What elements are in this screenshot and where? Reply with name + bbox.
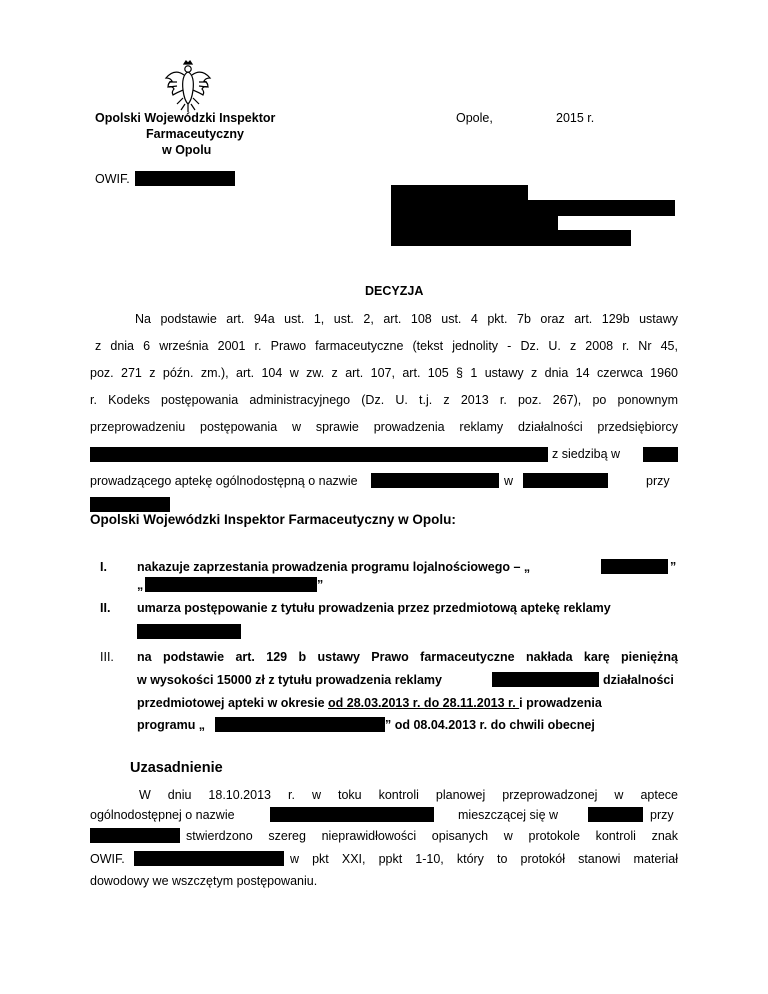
item-3-line2-b: działalności — [603, 673, 674, 687]
redaction-item-3-a — [492, 672, 599, 687]
date-year: 2015 r. — [556, 111, 595, 125]
reference-prefix: OWIF. — [95, 172, 130, 186]
item-3-line3-b: i prowadzenia — [519, 696, 602, 710]
item-2-line1: umarza postępowanie z tytułu prowadzenia przez przedmiotową aptekę reklamy — [137, 601, 611, 615]
redaction-addressee-3 — [391, 215, 558, 231]
redaction-item-3-b — [215, 717, 385, 732]
redaction-addressee-1 — [391, 185, 528, 201]
place-label: Opole, — [456, 111, 493, 125]
item-1-line1-a: nakazuje zaprzestania prowadzenia programu lojalnościowego – „ — [137, 560, 531, 574]
justification-line-2-b: mieszczącej się w — [458, 808, 559, 822]
item-3-line4-a: programu „ — [137, 718, 206, 732]
redaction-seat — [643, 447, 678, 462]
intro-line-5: przeprowadzeniu postępowania w sprawie prowadzenia reklamy działalności przedsiębiorcy — [90, 420, 678, 434]
document-title: DECYZJA — [365, 284, 424, 298]
item-3-line3-a: przedmiotowej apteki w okresie — [137, 696, 329, 710]
redaction-protocol-ref — [134, 851, 284, 866]
justification-line-5: dowodowy we wszczętym postępowaniu. — [90, 874, 318, 888]
item-3-line2-a: w wysokości 15000 zł z tytułu prowadzenia reklamy — [137, 673, 442, 687]
redaction-street — [90, 497, 170, 512]
intro-line-7-a: prowadzącego aptekę ogólnodostępną o nazwie — [90, 474, 358, 488]
justification-line-4-b: w pkt XXI, ppkt 1-10, który to protokół stanowi materiał — [290, 852, 678, 866]
item-3-line4-b: ” od 08.04.2013 r. do chwili obecnej — [385, 718, 595, 732]
intro-line-4: r. Kodeks postępowania administracyjnego (Dz. U. t.j. z 2013 r. poz. 267), po ponownym — [90, 393, 678, 407]
redaction-city-2 — [588, 807, 643, 822]
item-3-line3 — [137, 696, 602, 710]
redaction-pharmacy-name — [371, 473, 499, 488]
justification-line-1: W dniu 18.10.2013 r. w toku kontroli planowej przeprowadzonej w aptece — [139, 788, 678, 802]
org-name-line3: w Opolu — [162, 143, 212, 157]
redaction-entrepreneur — [90, 447, 548, 462]
redaction-addressee-4 — [391, 230, 631, 246]
intro-line-2: z dnia 6 września 2001 r. Prawo farmaceutyczne (tekst jednolity - Dz. U. z 2008 r. Nr 45, — [95, 339, 678, 353]
intro-line-7-c: przy — [646, 474, 670, 488]
justification-line-2-a: ogólnodostępnej o nazwie — [90, 808, 235, 822]
redaction-pharmacy-name-2 — [270, 807, 434, 822]
intro-line-6-tail: z siedzibą w — [552, 447, 621, 461]
redaction-program-name-2 — [145, 577, 317, 592]
authority-heading: Opolski Wojewódzki Inspektor Farmaceutyczny w Opolu: — [90, 512, 456, 527]
intro-line-7-b: w — [504, 474, 514, 488]
justification-line-3: stwierdzono szereg nieprawidłowości opisanych w protokole kontroli znak — [186, 829, 678, 843]
redaction-city — [523, 473, 608, 488]
item-1-line2-a: „ — [137, 578, 144, 592]
redaction-item-2 — [137, 624, 241, 639]
justification-line-4-a: OWIF. — [90, 852, 125, 866]
item-3-line3-period: od 28.03.2013 r. do 28.11.2013 r. — [328, 696, 520, 710]
org-name-line2: Farmaceutyczny — [146, 127, 244, 141]
justification-line-2-c: przy — [650, 808, 674, 822]
redaction-program-name — [601, 559, 668, 574]
item-1-line1-b: ” — [670, 560, 677, 574]
item-3-number: III. — [100, 650, 114, 664]
redaction-street-2 — [90, 828, 180, 843]
item-1-line2-b: ” — [317, 578, 324, 592]
eagle-emblem-icon — [163, 60, 213, 114]
item-1-number: I. — [100, 560, 107, 574]
org-name-line1: Opolski Wojewódzki Inspektor — [95, 111, 276, 125]
item-3-line1: na podstawie art. 129 b ustawy Prawo farmaceutyczne nakłada karę pieniężną — [137, 650, 678, 664]
item-2-number: II. — [100, 601, 111, 615]
intro-line-1: Na podstawie art. 94a ust. 1, ust. 2, art. 108 ust. 4 pkt. 7b oraz art. 129b ustawy — [135, 312, 678, 326]
intro-line-3: poz. 271 z późn. zm.), art. 104 w zw. z art. 107, art. 105 § 1 ustawy z dnia 14 czerwca 1960 — [90, 366, 678, 380]
justification-heading: Uzasadnienie — [130, 760, 223, 776]
redaction-reference — [135, 171, 235, 186]
redaction-addressee-2 — [391, 200, 675, 216]
